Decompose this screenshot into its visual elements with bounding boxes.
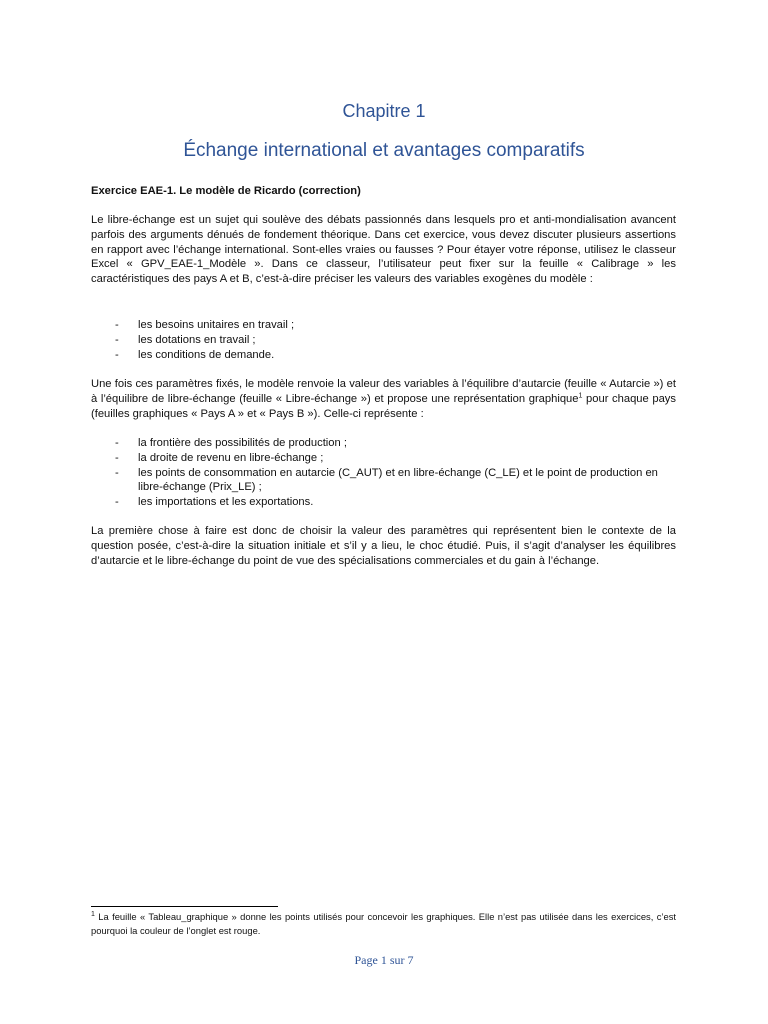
- list-item-text: les besoins unitaires en travail ;: [138, 319, 295, 331]
- method-paragraph: La première chose à faire est donc de choisir la valeur des paramètres qui représentent bien le contexte de la question posée, c’est-à-dire la situation initiale et s’il y a lieu, le choc étudié. Puis, il s’agit d’analyser les équilibres d’autarcie et le libre-échange du point de vue des spécialisations commerciales et du gain à l’échange.: [91, 525, 676, 567]
- list-dash: -: [115, 451, 119, 464]
- list-item-text: les importations et les exportations.: [138, 496, 314, 509]
- list-item-text: la droite de revenu en libre-échange ;: [138, 451, 324, 464]
- list-item-text: la frontière des possibilités de production ;: [138, 437, 347, 449]
- model-output-paragraph: [91, 377, 676, 421]
- exercise-title: Exercice EAE-1. Le modèle de Ricardo (correction): [91, 185, 361, 197]
- list-dash: -: [115, 496, 119, 509]
- list-item: [91, 451, 676, 466]
- list-item: [91, 333, 676, 348]
- list-item-text: les conditions de demande.: [138, 348, 275, 361]
- footnote-reference: 1: [578, 392, 583, 400]
- chapter-number: Chapitre 1: [342, 101, 426, 121]
- footnote-marker: 1: [91, 910, 95, 918]
- list-dash: -: [115, 466, 119, 479]
- list-item: [91, 348, 676, 363]
- list-dash: -: [115, 319, 119, 331]
- chapter-title: Échange international et avantages comparatifs: [183, 140, 585, 161]
- list-dash: -: [115, 348, 119, 361]
- list-dash: -: [115, 333, 119, 346]
- paragraph-text-part: Une fois ces paramètres fixés, le modèle renvoie la valeur des variables à l’équilibre d’autarcie (feuille « Autarcie ») et à l’équilibre de libre-échange (feuille « Libre-échange ») et propose une représentation graphique: [91, 378, 676, 405]
- list-item: [91, 466, 676, 496]
- graph-elements-list: [91, 436, 676, 510]
- footnote-text: La feuille « Tableau_graphique » donne les points utilisés pour concevoir les graphiques. Elle n’est pas utilisée dans les exercices, c’est pourquoi la couleur de l’onglet est rouge.: [91, 911, 676, 936]
- footnote-separator: [91, 906, 278, 907]
- list-item-text: les points de consommation en autarcie (C_AUT) et en libre-échange (C_LE) et le point de production en libre-échange (Prix_LE) ;: [138, 466, 658, 494]
- list-item: [91, 436, 676, 451]
- list-item-text: les dotations en travail ;: [138, 333, 256, 346]
- exogenous-variables-list: [91, 318, 676, 362]
- intro-paragraph: Le libre-échange est un sujet qui soulève des débats passionnés dans lesquels pro et anti-mondialisation avancent parfois des arguments dénués de fondement théorique. Dans cet exercice, vous devez discuter plusieurs assertions en rapport avec l’échange international. Sont-elles vraies ou fausses ? Pour étayer votre réponse, utilisez le classeur Excel « GPV_EAE-1_Modèle ». Dans ce classeur, l’utilisateur peut fixer sur la feuille « Calibrage » les caractéristiques des pays A et B, c’est-à-dire préciser les valeurs des variables exogènes du modèle :: [91, 214, 676, 286]
- list-item: [91, 495, 676, 510]
- paragraph-text-part: pour chaque pays (feuilles graphiques « Pays A » et « Pays B »). Celle-ci représente :: [91, 392, 676, 420]
- list-dash: -: [115, 437, 119, 449]
- page-number: Page 1 sur 7: [354, 953, 414, 967]
- footnote: [91, 910, 676, 938]
- list-item: [91, 318, 676, 333]
